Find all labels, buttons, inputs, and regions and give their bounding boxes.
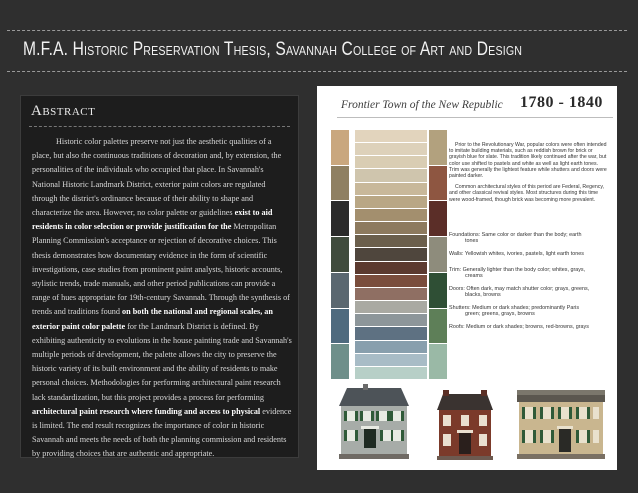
guideline-walls xyxy=(449,251,617,257)
guideline-doors xyxy=(449,286,617,299)
color-swatch xyxy=(429,309,447,344)
guideline-continuation: creams xyxy=(465,273,483,280)
guideline-shutters xyxy=(449,305,617,318)
color-swatch xyxy=(355,248,427,260)
right-color-column xyxy=(429,130,447,380)
color-swatch xyxy=(355,235,427,247)
guideline-continuation: green; greens, grays, browns xyxy=(465,311,535,318)
color-swatch xyxy=(355,169,427,181)
color-swatch xyxy=(355,196,427,208)
color-swatch xyxy=(355,209,427,221)
palette-years: 1780 - 1840 xyxy=(520,94,603,111)
color-swatch xyxy=(355,288,427,300)
color-swatch xyxy=(331,309,349,344)
color-swatch xyxy=(355,327,427,339)
color-swatch xyxy=(429,237,447,272)
abstract-text-part-3: for the Landmark District is defined. By exhibiting authenticity to evolutions in the house painting trade and Savannah's multiple periods of development, the palette allows the city to preserve the historic variety of its built environment and the ability of residents to make personal choices. Methodologies for performing architectural paint research lack standardization, but this project provides a process for performing xyxy=(32,321,292,402)
abstract-text-part-4: evidence is limited. The end result recognizes the importance of color in historic Savannah and meets the needs of both the planning commission and residents by providing choices that are authentic and appropriate. xyxy=(32,406,292,459)
abstract-emphasis-2: on both the national and regional scales, an exterior paint color palette xyxy=(32,307,273,331)
color-swatch xyxy=(355,183,427,195)
color-swatch xyxy=(355,275,427,287)
gray-house-illustration xyxy=(333,384,415,460)
color-swatch xyxy=(331,273,349,308)
swatch-column xyxy=(355,130,427,380)
color-swatch xyxy=(355,130,427,142)
guideline-continuation: tones xyxy=(465,238,479,245)
color-swatch xyxy=(331,166,349,201)
color-swatch xyxy=(331,237,349,272)
brick-house-illustration xyxy=(433,390,497,460)
guideline-label: Shutters: Medium or dark shades; predominantly Paris xyxy=(449,305,580,311)
guideline-roofs xyxy=(449,324,617,330)
color-swatch xyxy=(331,344,349,379)
guideline-label: Roofs: Medium or dark shades; browns, red-browns, grays xyxy=(449,324,589,330)
guideline-trim xyxy=(449,267,617,280)
guideline-foundations xyxy=(449,232,617,245)
guideline-label: Foundations: Same color or darker than the body; earth xyxy=(449,232,582,238)
color-swatch xyxy=(429,166,447,201)
color-swatch xyxy=(331,201,349,236)
color-swatch xyxy=(355,143,427,155)
palette-header xyxy=(337,92,613,116)
palette-notes xyxy=(449,142,609,208)
abstract-panel xyxy=(20,95,299,458)
guideline-continuation: blacks, browns xyxy=(465,292,501,299)
abstract-divider xyxy=(29,126,290,127)
abstract-emphasis-3: architectural paint research where funding and access to physical xyxy=(32,406,261,416)
guideline-label: Walls: Yellowish whites, ivories, pastels, light earth tones xyxy=(449,251,584,257)
palette-note-2: Common architectural styles of this period are Federal, Regency, and other classical revival styles. Most structures during this time were wood-framed, though brick was becoming more prevalent. xyxy=(449,184,604,203)
color-swatch xyxy=(355,222,427,234)
color-swatch xyxy=(429,273,447,308)
color-swatch xyxy=(429,344,447,379)
color-swatch xyxy=(355,314,427,326)
guideline-label: Doors: Often dark, may match shutter color; grays, greens, xyxy=(449,286,590,292)
abstract-heading: Abstract xyxy=(31,103,96,119)
color-swatch xyxy=(355,262,427,274)
color-swatch xyxy=(429,201,447,236)
tan-house-illustration xyxy=(515,388,607,460)
palette-header-rule xyxy=(337,117,613,118)
abstract-text xyxy=(32,135,292,462)
title-bar xyxy=(7,30,627,72)
palette-period-title: Frontier Town of the New Republic xyxy=(341,99,503,111)
color-swatch xyxy=(355,367,427,379)
palette-note-1: Prior to the Revolutionary War, popular colors were often intended to imitate building materials, such as reddish brown for brick or grayish blue for slate. This tradition likely continued after the war, but color use shifted to pastels and white as well as light earth tones. Trim was generally the lightest feature while shutters and doors were painted darker. xyxy=(449,142,607,180)
color-swatch xyxy=(355,156,427,168)
color-swatch xyxy=(355,354,427,366)
abstract-text-part-2: Metropolitan Planning Commission's acceptance or rejection of decorative choices. This thesis demonstrates how documentary evidence in the form of scientific investigations, case studies from prominent paint analysts, historic accounts, stylistic trends, trade manuals, and other period publications can provide a range of hues appropriate for 19th-century Savannah. Through the synthesis of trends and traditions found xyxy=(32,222,290,317)
poster-title: M.F.A. Historic Preservation Thesis, Savannah College of Art and Design xyxy=(23,39,523,60)
color-swatch xyxy=(355,341,427,353)
color-swatch xyxy=(331,130,349,165)
abstract-text-part-1: Historic color palettes preserve not just the aesthetic qualities of a place, but also the continuous traditions of decoration and, by extension, the personalities of the individuals who occupied that place. In Savannah's National Historic Landmark District, exterior paint colors are regulated through the district's ordinance because of their ability to shape and characterize the area. However, no color palette or guidelines xyxy=(32,137,282,218)
left-color-column xyxy=(331,130,349,380)
palette-panel xyxy=(317,86,617,470)
guideline-label: Trim: Generally lighter than the body color; whites, grays, xyxy=(449,267,586,273)
color-swatch xyxy=(429,130,447,165)
color-swatch xyxy=(355,301,427,313)
abstract-emphasis-1: exist to aid residents in color selection or provide justification for the xyxy=(32,208,273,232)
